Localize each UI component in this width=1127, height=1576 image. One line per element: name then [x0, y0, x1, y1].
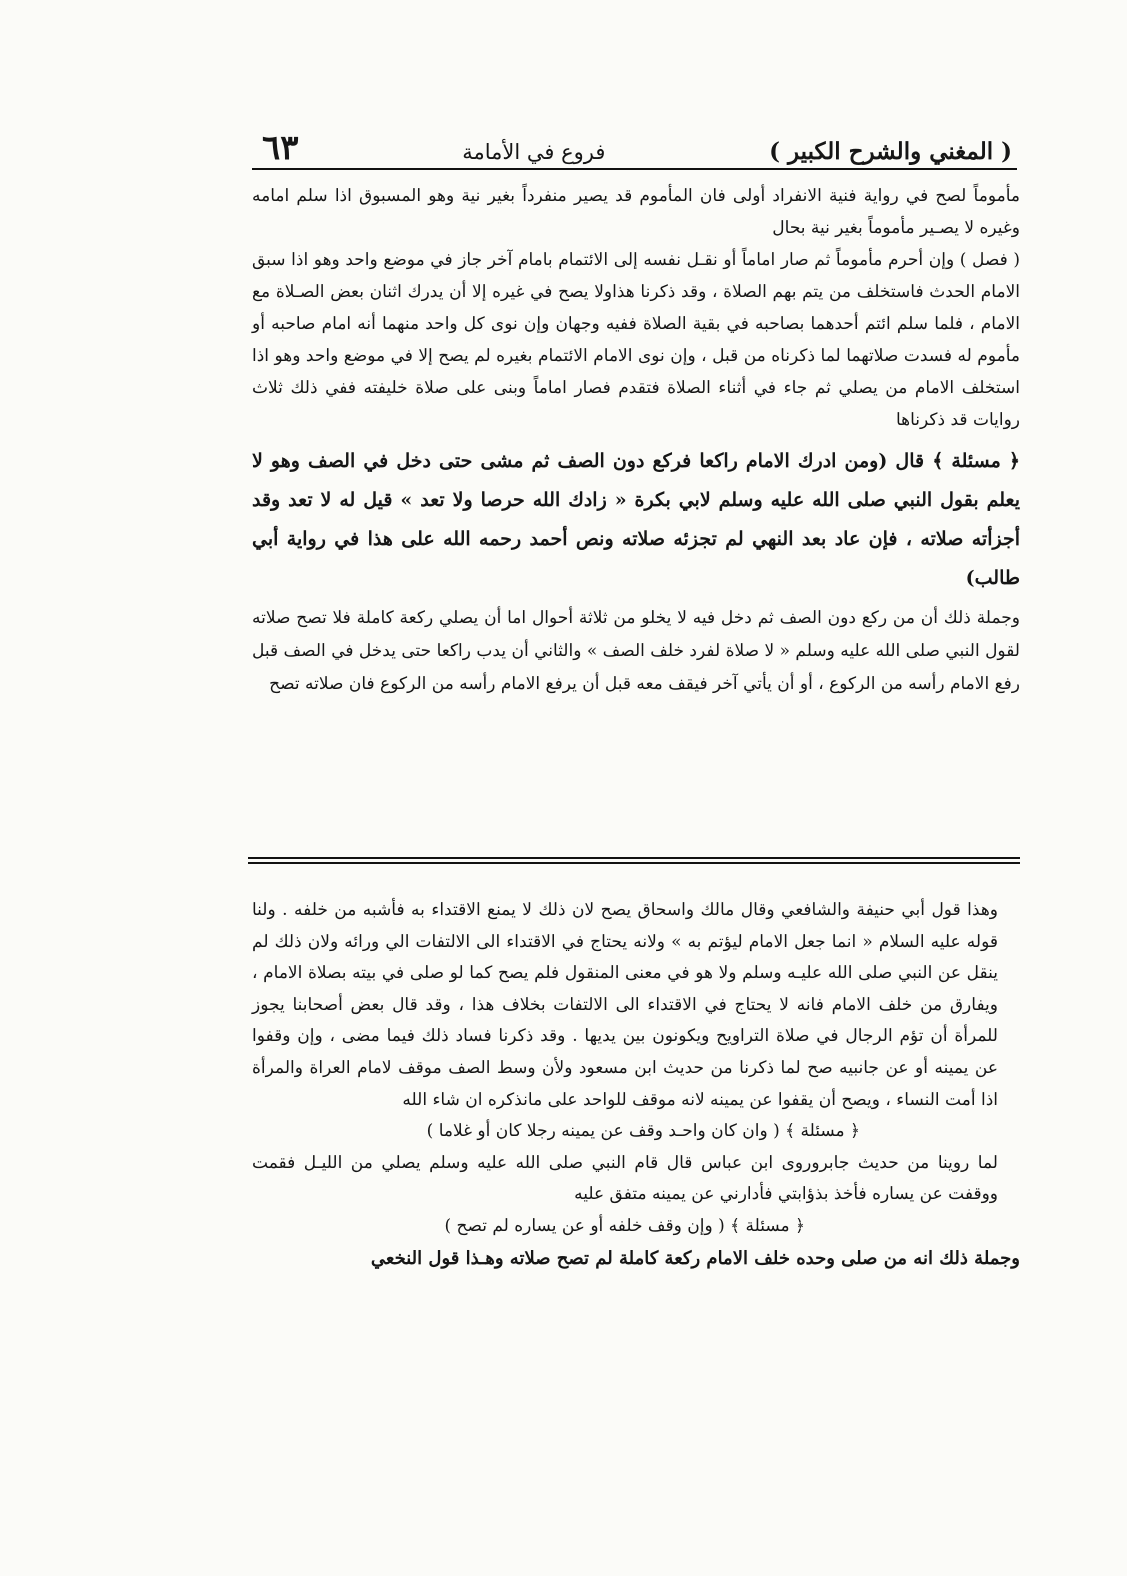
paragraph: وهذا قول أبي حنيفة والشافعي وقال مالك واسحاق يصح لان ذلك لا يمنع الاقتداء به فأشبه من خلفه . ولنا قوله عليه السلام « انما جعل الامام ليؤتم به » ولانه يحتاج في الاقتداء الى الالتفات الي ورائه ولان ذلك لم ينقل عن النبي صلى الله عليـه وسلم ولا هو في معنى المنقول فلم يصح كما لو صلى في بيته بصلاة الامام ، ويفارق من خلف الامام فانه لا يحتاج في الاقتداء الى الالتفات بخلاف هذا ، وقد قال بعض أصحابنا يجوز للمرأة أن تؤم الرجال في صلاة التراويح ويكونون بين يديها . وقد ذكرنا فساد ذلك فيما مضى ، وإن وقفوا عن يمينه أو عن جانبيه صح لما ذكرنا من حديث ابن مسعود ولأن وسط الصف موقف لامام العراة والمرأة اذا أمت النساء ، ويصح أن يقفوا عن يمينه لانه موقف للواحد على مانذكره ان شاء الله [252, 900, 998, 1110]
paragraph: مأموماً لصح في رواية فنية الانفراد أولى فان المأموم قد يصير منفرداً بغير نية وهو المسبوق اذا سلم امامه وغيره لا يصـير مأموماً بغير نية بحال [252, 186, 1020, 238]
paragraph: ( فصل ) وإن أحرم مأموماً ثم صار اماماً أو نقـل نفسه إلى الائتمام بامام آخر جاز في موضع واحد وهو اذا سبق الامام الحدث فاستخلف من يتم بهم الصلاة ، وقد ذكرنا هذاولا يصح في غيره إلا أن يدرك اثنان بعض الصـلاة مع الامام ، فلما سلم ائتم أحدهما بصاحبه في بقية الصلاة ففيه وجهان وإن نوى كل واحد منهما أنه امام صاحبه أو مأموم له فسدت صلاتهما لما ذكرناه من قبل ، وإن نوى الامام الائتمام بغيره لم يصح إلا في موضع واحد وهو اذا استخلف الامام من يصلي ثم جاء في أثناء الصلاة فتقدم فصار اماماً وبنى على صلاة خليفته ففي ذلك ثلاث روايات قد ذكرناها [252, 250, 1020, 430]
page-header [262, 128, 1012, 168]
page-number: ٦٣ [262, 128, 299, 168]
masala-heading: ﴿ مسئلة ﴾ ( وإن وقف خلفه أو عن يساره لم تصح ) [444, 1215, 805, 1236]
paragraph: وجملة ذلك أن من ركع دون الصف ثم دخل فيه لا يخلو من ثلاثة أحوال اما أن يصلي ركعة كاملة فلا تصح صلاته لقول النبي صلى الله عليه وسلم « لا صلاة لفرد خلف الصف » والثاني أن يدب راكعا حتى يدخل في الصف قبل رفع الامام رأسه من الركوع ، أو أن يأتي آخر فيقف معه قبل أن يرفع الامام رأسه من الركوع فان صلاته تصح [252, 608, 1020, 694]
paragraph: لما روينا من حديث جابروروى ابن عباس قال قام النبي صلى الله عليه وسلم يصلي من الليـل فقمت ووقفت عن يساره فأخذ بذؤابتي فأدارني عن يمينه متفق عليه [252, 1152, 998, 1205]
masala-heading: ﴿ مسئلة ﴾ ( وان كان واحـد وقف عن يمينه رجلا كان أو غلاما ) [426, 1121, 860, 1142]
paragraph: وجملة ذلك انه من صلى وحده خلف الامام ركعة كاملة لم تصح صلاته وهـذا قول النخعي [370, 1247, 1020, 1269]
section-divider [248, 857, 1020, 864]
main-text [252, 180, 1020, 701]
header-rule [252, 168, 1017, 170]
commentary-text [252, 895, 1020, 1274]
book-title: ( المغني والشرح الكبير ) [769, 138, 1012, 165]
section-title: فروع في الأمامة [462, 140, 606, 164]
masala-paragraph: ﴿ مسئلة ﴾ قال (ومن ادرك الامام راكعا فركع دون الصف ثم مشى حتى دخل في الصف وهو لا يعلم بقول النبي صلى الله عليه وسلم لابي بكرة « زادك الله حرصا ولا تعد » قيل له لا تعد وقد أجزأته صلاته ، فإن عاد بعد النهي لم تجزئه صلاته ونص أحمد رحمه الله على هذا في رواية أبي طالب) [252, 450, 1020, 589]
